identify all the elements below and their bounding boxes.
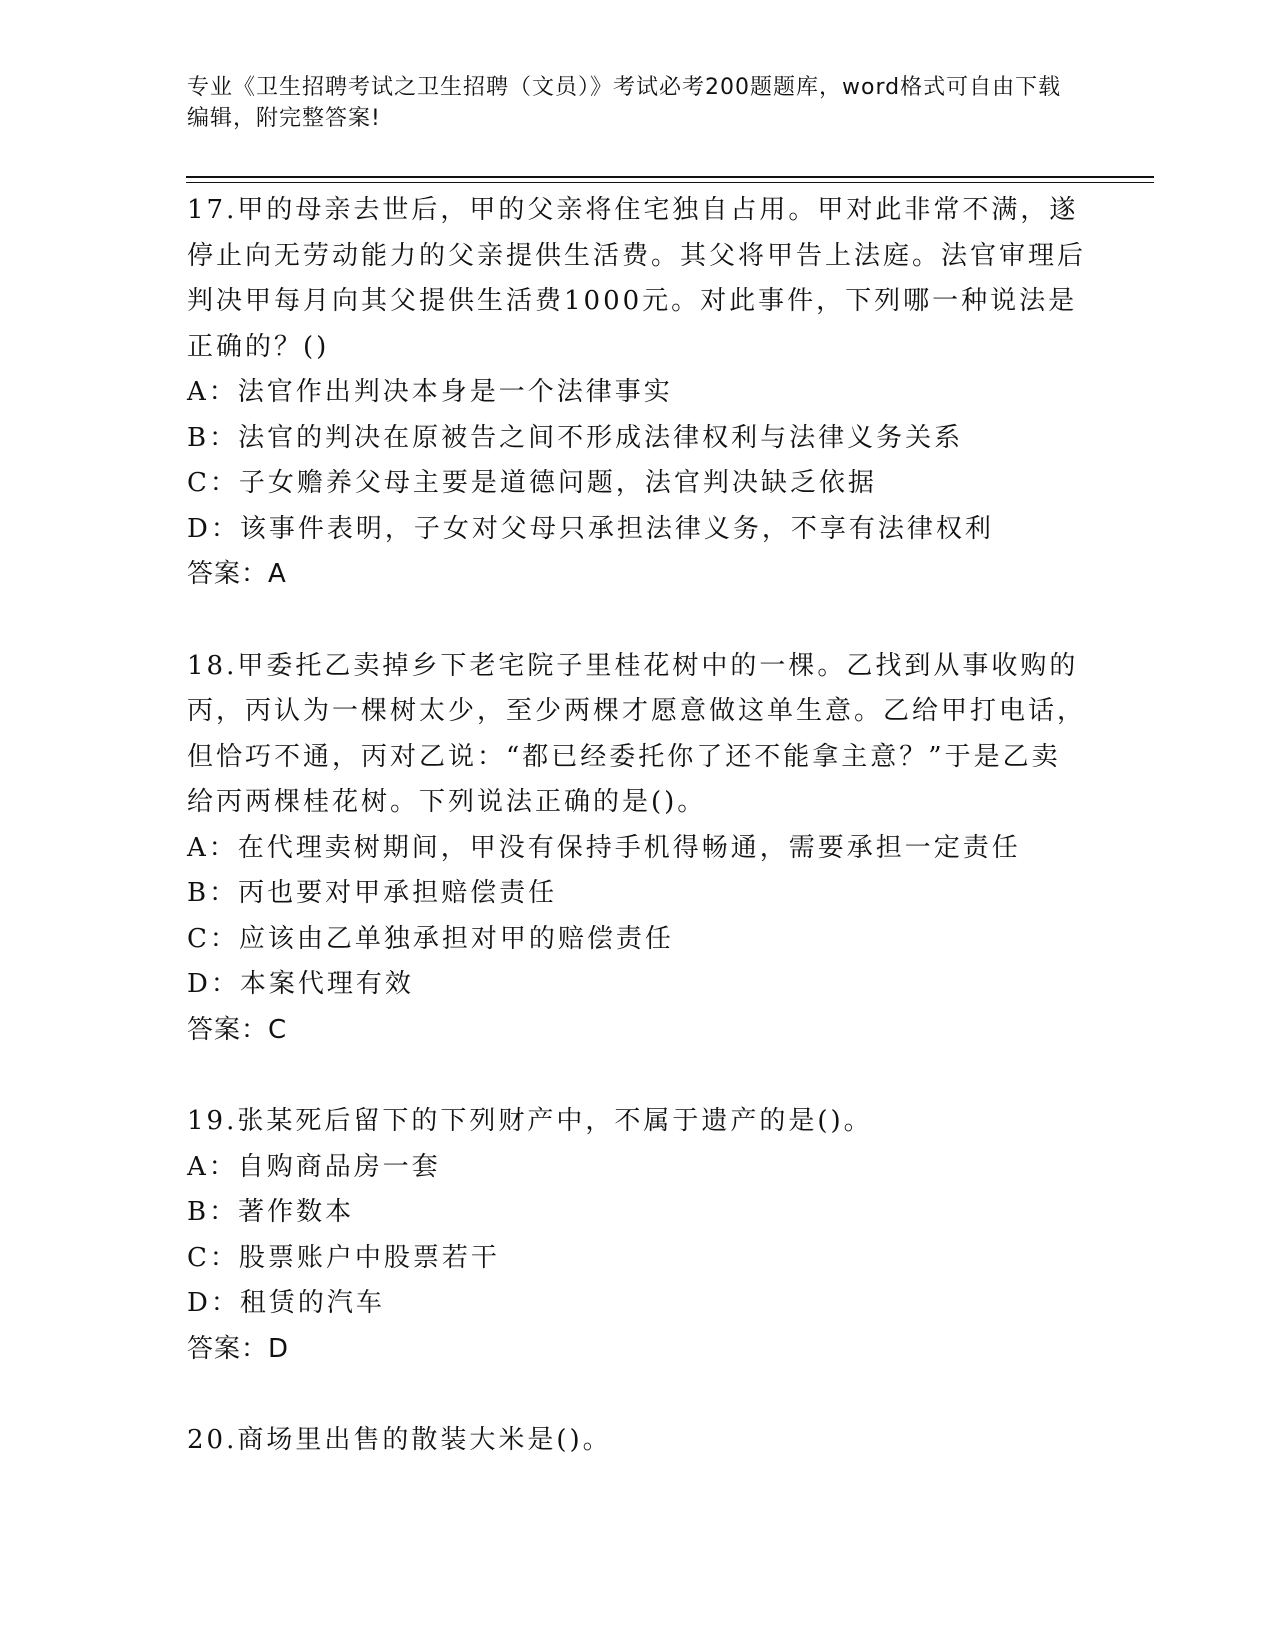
question-stem: 18.甲委托乙卖掉乡下老宅院子里桂花树中的一棵。乙找到从事收购的丙，丙认为一棵树太少，至少两棵才愿意做这单生意。乙给甲打电话，但恰巧不通，丙对乙说：“都已经委托你了还不能拿主意？”于是乙卖给丙两棵桂花树。下列说法正确的是()。 <box>187 650 1087 817</box>
answer-label: 答案：A <box>187 559 287 589</box>
question-18 <box>187 644 1087 1054</box>
option-a: A：法官作出判决本身是一个法律事实 <box>187 377 673 407</box>
option-d: D：租赁的汽车 <box>187 1288 385 1318</box>
option-b: B：法官的判决在原被告之间不形成法律权利与法律义务关系 <box>187 422 964 453</box>
option-d: D：本案代理有效 <box>187 969 414 999</box>
header-rule-thick <box>186 176 1154 178</box>
answer-label: 答案：C <box>187 1014 288 1045</box>
option-a: A：在代理卖树期间，甲没有保持手机得畅通，需要承担一定责任 <box>187 832 1021 863</box>
question-stem: 17.甲的母亲去世后，甲的父亲将住宅独自占用。甲对此非常不满，遂停止向无劳动能力的父亲提供生活费。其父将甲告上法庭。法官审理后判决甲每月向其父提供生活费1000元。对此事件，下列哪一种说法是正确的？() <box>187 195 1087 362</box>
option-c: C：股票账户中股票若干 <box>187 1242 500 1273</box>
option-b: B：著作数本 <box>187 1197 355 1227</box>
option-a: A：自购商品房一套 <box>187 1151 441 1182</box>
header-rule-thin <box>186 182 1154 183</box>
question-17 <box>187 188 1087 598</box>
question-19 <box>187 1099 1087 1372</box>
answer-label: 答案：D <box>187 1333 290 1364</box>
option-c: C：子女赡养父母主要是道德问题，法官判决缺乏依据 <box>187 468 877 498</box>
option-b: B：丙也要对甲承担赔偿责任 <box>187 878 558 908</box>
document-header: 专业《卫生招聘考试之卫生招聘（文员）》考试必考200题题库，word格式可自由下载编辑，附完整答案! <box>187 75 1062 131</box>
question-stem: 20.商场里出售的散装大米是()。 <box>187 1425 612 1455</box>
question-list <box>187 188 1087 1510</box>
question-20 <box>187 1418 1087 1464</box>
question-stem: 19.张某死后留下的下列财产中，不属于遗产的是()。 <box>187 1106 873 1136</box>
option-c: C：应该由乙单独承担对甲的赔偿责任 <box>187 923 674 954</box>
option-d: D：该事件表明，子女对父母只承担法律义务，不享有法律权利 <box>187 513 994 544</box>
